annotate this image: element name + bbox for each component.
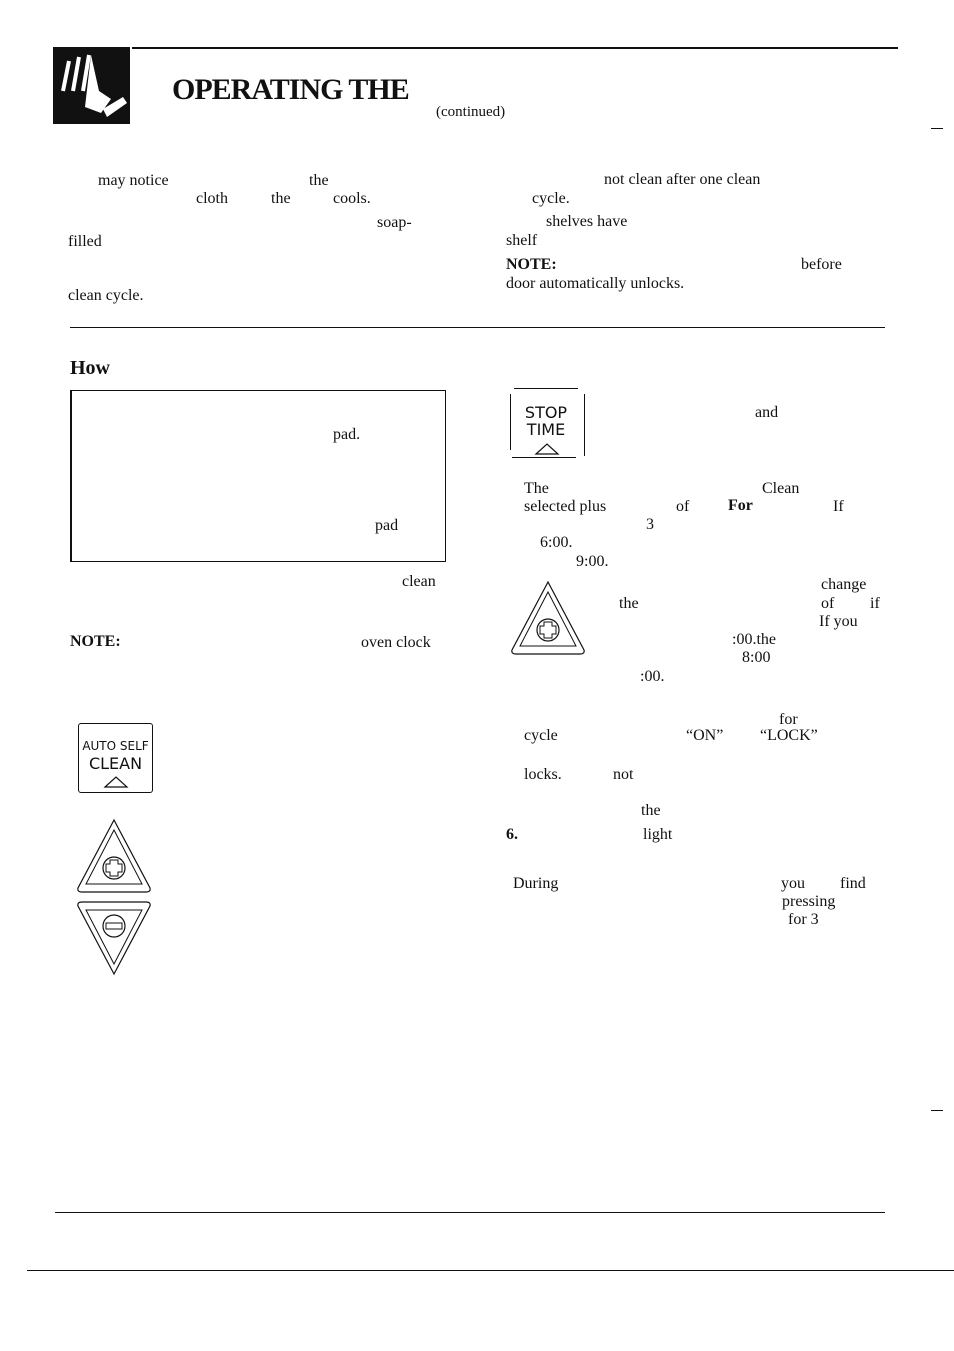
right-col-text: “LOCK” (760, 727, 818, 744)
right-col-text: the (619, 595, 639, 612)
right-col-text: “ON” (686, 727, 724, 744)
box-text: pad (375, 517, 399, 534)
note-label: NOTE: (506, 256, 557, 273)
right-col-text: locks. (524, 766, 562, 783)
right-col-text: and (755, 404, 779, 421)
right-col-text: 6:00. (540, 534, 573, 551)
top-right-text: cycle. (532, 190, 570, 207)
note-label: NOTE: (70, 633, 121, 650)
top-left-text: the (309, 172, 329, 189)
page-title: OPERATING THE (172, 73, 409, 106)
top-left-text: filled (68, 233, 102, 250)
right-col-text: If you (819, 613, 858, 630)
top-right-text: before (801, 256, 842, 273)
right-col-text: During (513, 875, 559, 892)
auto-self-label: AUTO SELF (82, 739, 149, 753)
right-col-text: 9:00. (576, 553, 609, 570)
right-col-text: :00.the (732, 631, 776, 648)
right-col-text: find (840, 875, 866, 892)
box-text: pad. (333, 426, 361, 443)
hand-press-icon (53, 47, 130, 124)
minus-pad-button[interactable] (76, 900, 152, 976)
top-right-text: shelves have (546, 213, 628, 230)
right-col-text: :00. (640, 668, 665, 685)
right-col-text: light (643, 826, 673, 843)
instruction-box (70, 390, 446, 562)
step-number: 6. (506, 826, 518, 843)
right-col-text: 8:00 (742, 649, 771, 666)
top-right-text: shelf (506, 232, 538, 249)
stop-time-button[interactable] (510, 388, 586, 458)
page-bottom-rule (27, 1270, 954, 1271)
top-left-text: cloth (196, 190, 228, 207)
up-arrow-icon (104, 776, 128, 788)
edge-mark (931, 128, 943, 129)
up-arrow-icon (535, 443, 559, 455)
section-heading: How (70, 357, 110, 379)
continued-label: (continued) (436, 104, 506, 120)
top-left-text: the (271, 190, 291, 207)
top-right-text: not clean after one clean (604, 171, 761, 188)
plus-pad-button[interactable] (510, 580, 586, 656)
left-col-text: oven clock (361, 634, 431, 651)
top-left-text: clean cycle. (68, 287, 144, 304)
top-left-text: cools. (333, 190, 371, 207)
edge-mark (931, 1110, 943, 1111)
section-divider (70, 327, 885, 328)
right-col-text: if (870, 595, 880, 612)
right-col-text: pressing (782, 893, 836, 910)
right-col-text: you (781, 875, 805, 892)
stop-label: STOP (524, 403, 568, 422)
right-col-text: The (524, 480, 549, 497)
right-col-text: of (676, 498, 690, 515)
right-col-text: for (779, 711, 798, 728)
auto-self-clean-button[interactable] (78, 723, 153, 793)
right-col-text: selected plus (524, 498, 607, 515)
right-col-text: of (821, 595, 835, 612)
right-col-text: Clean (762, 480, 800, 497)
header-top-rule (132, 47, 898, 49)
right-col-text: For (728, 497, 753, 514)
footer-rule (55, 1212, 885, 1213)
right-col-text: change (821, 576, 867, 593)
right-col-text: not (613, 766, 634, 783)
top-left-text: may notice (98, 172, 169, 189)
time-label: TIME (526, 420, 566, 439)
left-col-text: clean (402, 573, 436, 590)
box-bottom-rule (72, 561, 446, 562)
right-col-text: for 3 (788, 911, 819, 928)
plus-pad-button[interactable] (76, 818, 152, 894)
right-col-text: If (833, 498, 844, 515)
top-left-text: soap- (377, 214, 412, 231)
clean-label: CLEAN (88, 754, 143, 773)
right-col-text: the (641, 802, 661, 819)
top-right-text: door automatically unlocks. (506, 275, 685, 292)
right-col-text: cycle (524, 727, 558, 744)
right-col-text: 3 (646, 516, 654, 533)
